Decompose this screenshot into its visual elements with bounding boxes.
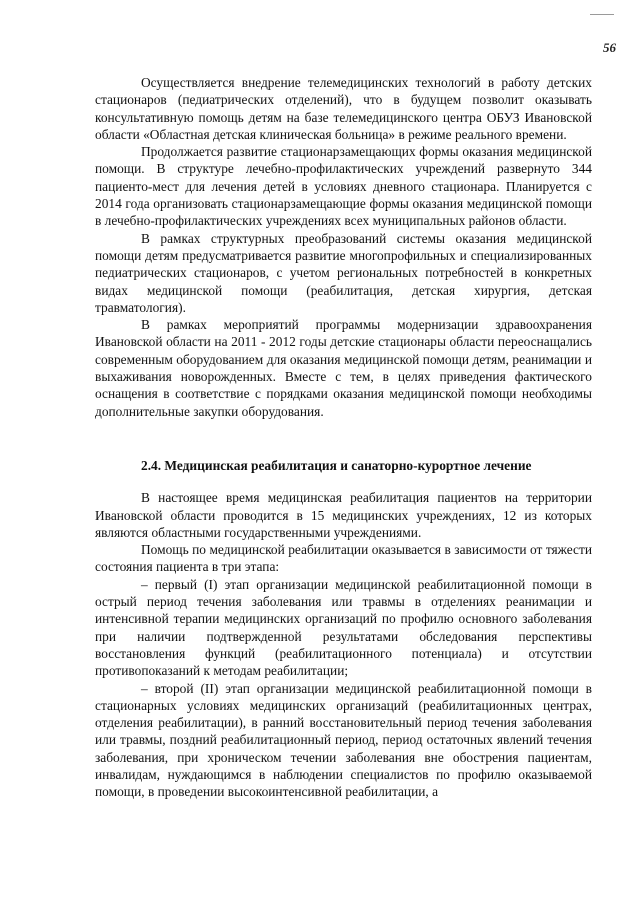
- paragraph-day-hospital: Продолжается развитие стационарзамещающих формы оказания медицинской помощи. В структуре лечебно-профилактических учреждений развернуто 344 пациенто-мест для лечения детей в условиях дневного стационара. Планируется с 2014 года организовать стационарзамещающие формы оказания медицинской помощи в лечебно-профилактических учреждениях всех муниципальных районов области.: [95, 144, 592, 229]
- paragraph-rehab-institutions: В настоящее время медицинская реабилитация пациентов на территории Ивановской области проводится в 15 медицинских учреждениях, 12 из которых являются областными государственными учреждениями.: [95, 490, 592, 540]
- paragraph-telemedicine: Осуществляется внедрение телемедицинских технологий в работу детских стационаров (педиатрических отделений), что в будущем позволит оказывать консультативную помощь детям на базе телемедицинского центра ОБУЗ Ивановской области «Областная детская клиническая больница» в режиме реального времени.: [95, 75, 592, 142]
- section-heading: 2.4. Медицинская реабилитация и санаторно-курортное лечение: [141, 457, 532, 473]
- list-dash: –: [141, 680, 148, 696]
- paragraph-rehab-stages-intro: Помощь по медицинской реабилитации оказывается в зависимости от тяжести состояния пациента в три этапа:: [95, 542, 592, 575]
- list-item-stage-1: [95, 576, 592, 680]
- list-dash: –: [141, 576, 148, 592]
- list-item-stage-2: [95, 680, 592, 801]
- page-number: 56: [603, 40, 616, 55]
- list-item-text: второй (II) этап организации медицинской реабилитационной помощи в стационарных условиях медицинских организаций (реабилитационных центрах, отделения реабилитации), в ранний восстановительный период течения заболевания или травмы, поздний реабилитационный период, период остаточных явлений течения заболевания, при хроническом течении заболевания вне обострения пациентам, инвалидам, нуждающимся в наблюдении специалистов по профилю оказываемой помощи, в проведении высокоинтенсивной реабилитации, а: [95, 680, 592, 800]
- paragraph-modernization: В рамках мероприятий программы модернизации здравоохранения Ивановской области на 2011 - 2012 годы детские стационары области переоснащались современным оборудованием для оказания медицинской помощи детям, реанимации и выхаживания новорожденных. Вместе с тем, в целях приведения фактического оснащения в соответствие с порядками оказания медицинской помощи необходимы дополнительные закупки оборудования.: [95, 317, 592, 419]
- document-body: [95, 74, 592, 801]
- list-item-text: первый (I) этап организации медицинской реабилитационной помощи в острый период течения заболевания или травмы в отделениях реанимации и интенсивной терапии медицинских организаций по профилю основного заболевания при наличии подтвержденной результатами обследования перспективы восстановления функций (реабилитационного потенциала) и отсутствии противопоказаний к методам реабилитации;: [95, 576, 592, 679]
- paragraph-structural-reforms: В рамках структурных преобразований системы оказания медицинской помощи детям предусматривается развитие многопрофильных и специализированных педиатрических стационаров, с учетом региональных потребностей в конкретных видах медицинской помощи (реабилитация, детская хирургия, детская травматология).: [95, 230, 592, 315]
- top-edge-mark: [590, 14, 614, 15]
